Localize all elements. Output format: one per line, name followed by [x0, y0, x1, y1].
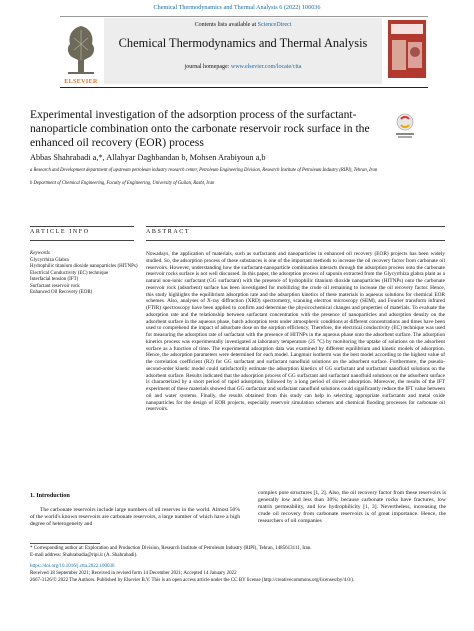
keyword-item: Enhanced Oil Recovery (EOR)	[30, 290, 93, 296]
keyword-item: Glycyrrhiza Glabra	[30, 258, 69, 263]
corresponding-author-note: * Corresponding author at: Exploration and Production Division, Research Institute of Petroleum Industry (RIPI), Tehran, 1485613111, Iran.	[30, 546, 312, 551]
author-list: Abbas Shahrabadi a,*, Allahyar Daghbandan b, Mohsen Arabiyoun a,b	[30, 153, 266, 162]
article-title: Experimental investigation of the adsorption process of the surfactant-nanoparticle combination onto the carbonate reservoir rock surface in the enhanced oil recovery (EOR) process	[30, 108, 370, 149]
elsevier-tree-logo-icon	[62, 20, 100, 78]
article-info-rule-top	[30, 226, 134, 227]
doi-link[interactable]: https://doi.org/10.1016/j.ctta.2022.100036	[30, 564, 115, 569]
abstract-rule-bottom	[146, 240, 445, 241]
abstract-heading: ABSTRACT	[146, 229, 191, 235]
keyword-list	[30, 258, 140, 296]
journal-title: Chemical Thermodynamics and Thermal Analysis	[118, 36, 368, 50]
homepage-link[interactable]: www.elsevier.com/locate/ctta	[230, 64, 302, 70]
footnote-rule	[30, 543, 100, 544]
affiliation-a: a Research and Development department of upstream petroleum industry research center, Petroleum Engineering Division, Research Institute of Petroleum Industry (RIPI), Tehran, Iran	[30, 168, 378, 173]
journal-cover-icon[interactable]	[388, 20, 426, 78]
contents-prefix: Contents lists available at	[194, 22, 258, 28]
license-line[interactable]: 2667-3126/© 2022 The Authors. Published by Elsevier B.V. This is an open access article under the CC BY license (http://creativecommons.org/licenses/by/4.0/).	[30, 578, 355, 583]
keyword-item: Electrical Conductivity (EC) technique	[30, 270, 109, 276]
keyword-item: Hydrophilic titanium dioxide nanoparticles (HITNPs)	[30, 264, 138, 270]
abstract-rule-top	[146, 226, 445, 227]
sciencedirect-link[interactable]: ScienceDirect	[257, 22, 292, 28]
publisher-name: ELSEVIER	[64, 79, 98, 85]
homepage-prefix: journal homepage:	[184, 64, 231, 70]
check-for-updates-icon[interactable]	[394, 112, 416, 140]
contents-line	[104, 22, 382, 28]
received-dates: Received 18 September 2021; Received in revised form 14 December 2021; Accepted 14 January 2022	[30, 571, 237, 576]
introduction-heading: 1. Introduction	[30, 492, 70, 499]
email-address[interactable]: E-mail address: Shahrabadia@ripi.ir (A. Shahrabadi).	[30, 553, 138, 558]
journal-citation-header[interactable]: Chemical Thermodynamics and Thermal Analysis 6 (2022) 100036	[153, 4, 321, 11]
affiliation-b: b Department of Chemical Engineering, Faculty of Engineering, University of Guilan, Rasht, Iran	[30, 181, 215, 186]
keywords-label: Keywords	[30, 251, 50, 256]
article-info-rule-bottom	[30, 240, 134, 241]
journal-homepage	[104, 64, 382, 70]
article-info-heading: ARTICLE INFO	[30, 229, 90, 235]
intro-left-column: The carbonate reservoirs include large numbers of oil reserves in the world. Almost 50% of the world's known reservoirs are carbonate reservoirs, a large number of which have a high degree of heterogeneity and	[30, 507, 240, 527]
keyword-item: Interfacial tension (IFT)	[30, 277, 79, 283]
intro-right-column: complex pore structures [1, 2]. Also, the oil recovery factor from these reservoirs is generally low and less than 30%; because carbonate rocks have fractures, low matrix permeability, and low hydrophilicity [1, 3]. Nevertheless, increasing the crude oil recovery from carbonate reservoirs is of great importance. Hence, the researchers of oil companies	[258, 490, 446, 524]
keyword-item: Surfactant reservoir rock	[30, 283, 80, 289]
abstract-text: Nowadays, the application of materials, such as surfactants and nanoparticles in enhanced oil recovery (EOR) projects has been widely studied. So, the adsorption process of these substances is one of the important methods to increase the oil recovery factor from carbonate oil reservoirs. However, understanding how the surfactant-nanoparticle combination interacts through the adsorption process onto the carbonate reservoir rocks surface is not well discussed. In this paper, the adsorption process of saponin extracted from the Glycyrrhiza glabra plant as a natural non-ionic surfactant (GG surfactant) with the presence of hydrophilic titanium dioxide nanoparticles (HITNPs) onto the carbonate reservoir rock (adsorbent) surface has been investigated for mobilizing the crude oil remaining to increase the oil recovery factor. Hence, this study highlights the equilibrium adsorption rate and the adsorption kinetics of these materials in aqueous solutions for chemical EOR schemes. Also, analyses of X-ray diffraction (XRD) spectrometry, scanning electron microscopy (SEM), and Fourier transform infrared (FTIR) spectroscopy have been applied to confirm and determine the physicochemical changes and properties of materials. To evaluate the adsorption rate and the relationship between surfactant concentration with the presence of nanoparticles and adsorption density on the adsorbent surface in the aqueous phase, batch adsorption tests under atmospheric conditions at different concentrations and times have been used to comprehend the impact of adsorbate dose on the sorption efficiency. Therefore, the electrical conductivity (EC) technique was used for measuring the adsorption rate of surfactant with the presence of HITNPs in the aqueous phase onto the adsorbent surface. The adsorption kinetics process was experimentally investigated at laboratory temperature (25 °C) by monitoring the uptake of solutions on the adsorbent surface as a function of time. The experimental adsorption data was examined by different equilibrium and kinetic models of adsorption. Hence, the adsorption parameters were determined for each model. Langmuir isotherm was the best model according to the highest value of the correlation coefficient (R2) for GG surfactant and surfactant nanofluid solutions on the adsorbent surface. Furthermore, the pseudo-second-order kinetic model could satisfactorily estimate the adsorption kinetics of GG surfactant and surfactant nanofluid solutions on the adsorbent surface. Results indicated that the adsorption process of GG surfactant and surfactant nanofluid solutions on the adsorbent surface is characterized by a short period of rapid adsorption, followed by a long period of slower adsorption. Moreover, the results of the IFT experiment of these materials showed that GG surfactant and surfactant nanofluid solutions could significantly reduce the IFT value between oil and water systems. Finally, the results obtained from this study can help in selecting appropriate surfactants and metal oxide nanoparticles for the design of EOR projects, especially reservoir simulation schemes and chemical flooding processes for carbonate oil reservoirs.	[146, 251, 445, 413]
